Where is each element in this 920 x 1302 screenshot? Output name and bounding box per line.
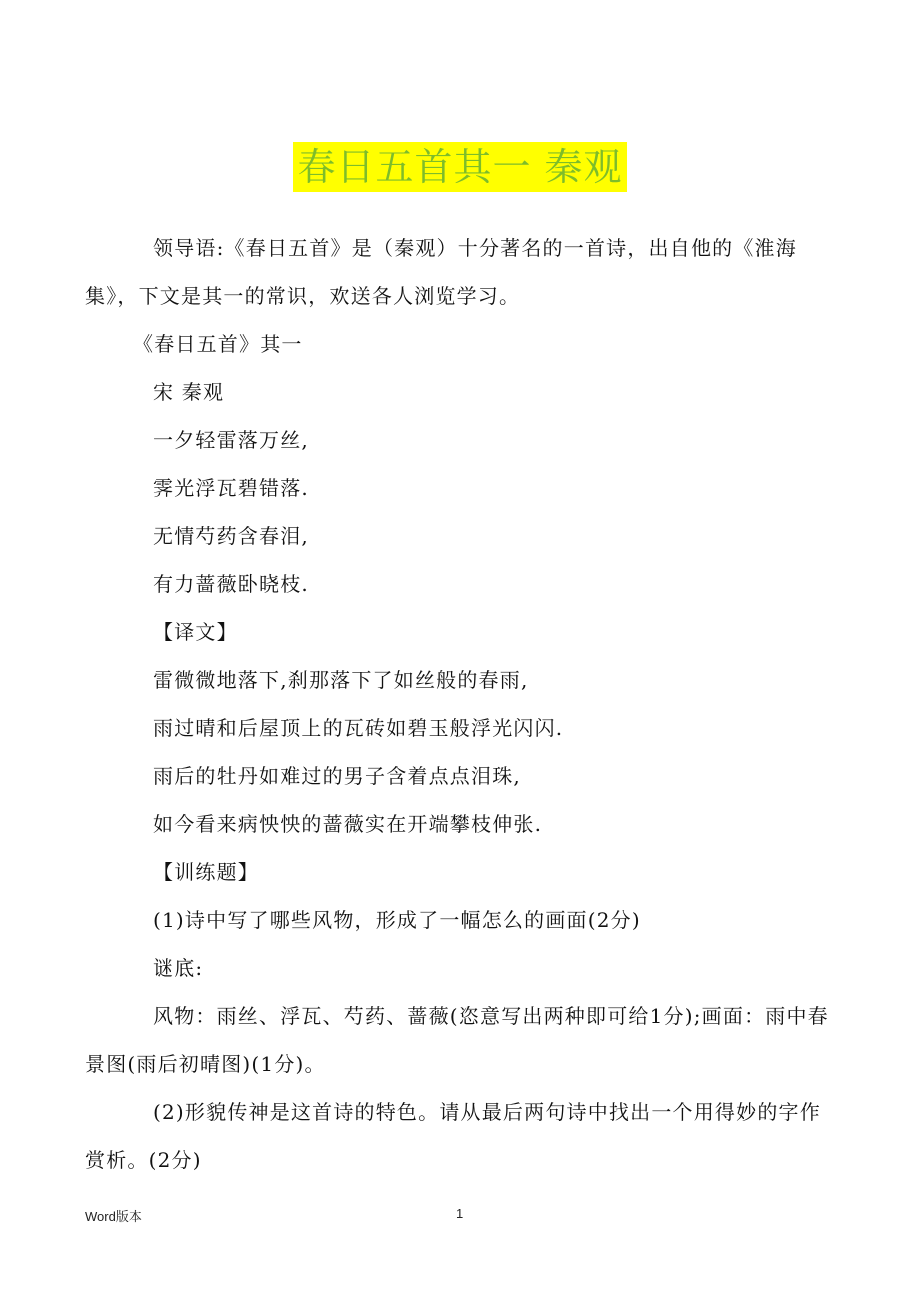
translation-line-3: 雨后的牡丹如难过的男子含着点点泪珠, [153,764,521,788]
answer-label: 谜底: [153,956,204,980]
answer-1: 风物：雨丝、浮瓦、芍药、蔷薇(恣意写出两种即可给1分);画面：雨中春景图(雨后初晴图)(1分)。 [85,1004,829,1076]
poem-line-2: 霁光浮瓦碧错落. [153,476,309,500]
question-1: (1)诗中写了哪些风物，形成了一幅怎么的画面(2分) [153,908,641,932]
title-container [0,142,920,192]
translation-line-1: 雷微微地落下,刹那落下了如丝般的春雨, [153,668,529,692]
footer-page-number: 1 [456,1206,464,1221]
poem-line-1: 一夕轻雷落万丝, [153,428,309,452]
exercise-heading: 【训练题】 [153,860,259,884]
poem-author: 宋 秦观 [153,380,225,404]
question-2: (2)形貌传神是这首诗的特色。请从最后两句诗中找出一个用得妙的字作赏析。(2分) [85,1100,821,1172]
poem-line-3: 无情芍药含春泪, [153,524,309,548]
document-title: 春日五首其一 秦观 [293,142,626,192]
translation-line-2: 雨过晴和后屋顶上的瓦砖如碧玉般浮光闪闪. [153,716,564,740]
translation-line-4: 如今看来病怏怏的蔷薇实在开端攀枝伸张. [153,812,543,836]
translation-heading: 【译文】 [153,620,238,644]
poem-title: 《春日五首》其一 [133,332,303,356]
intro-paragraph: 领导语:《春日五首》是（秦观）十分著名的一首诗，出自他的《淮海集》，下文是其一的常识，欢送各人浏览学习。 [85,236,797,308]
document-body [85,224,840,1184]
footer-version-label: Word版本 [85,1209,142,1224]
poem-line-4: 有力蔷薇卧晓枝. [153,572,309,596]
